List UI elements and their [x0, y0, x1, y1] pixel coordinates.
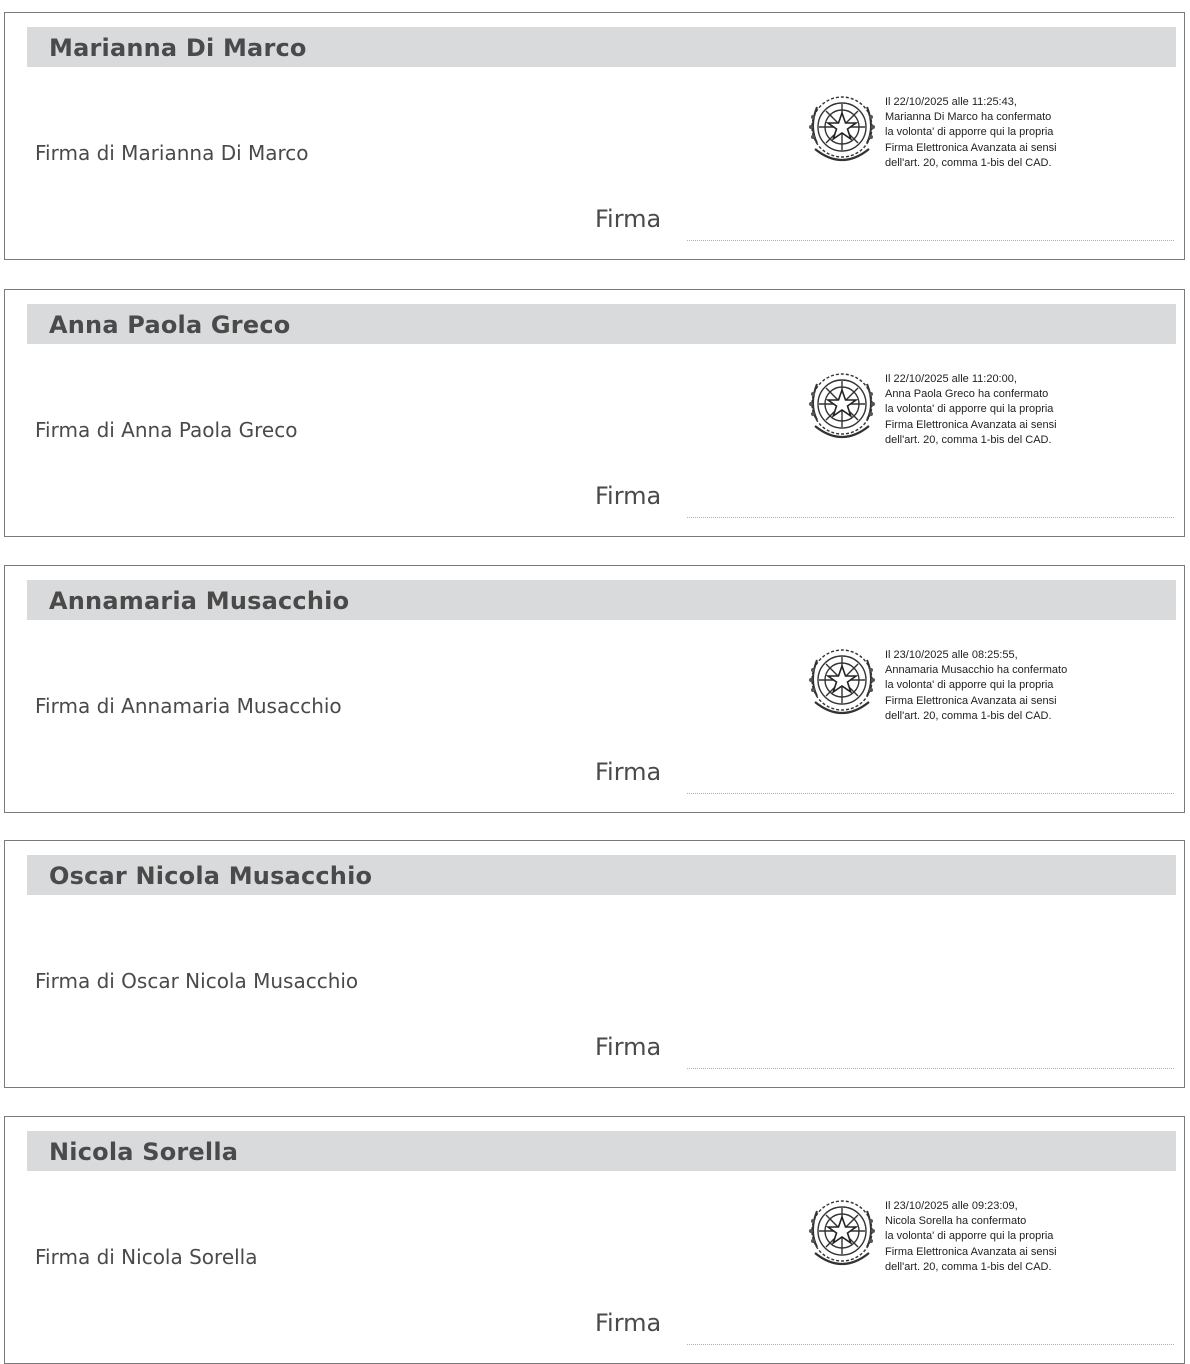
signature-text-line: Il 23/10/2025 alle 09:23:09,: [885, 1200, 1018, 1212]
firma-label: Firma: [595, 482, 662, 510]
signer-header: [27, 304, 1176, 344]
signature-text-line: Nicola Sorella ha confermato: [885, 1215, 1027, 1228]
italian-republic-emblem-icon: [805, 1191, 879, 1277]
signature-line[interactable]: [687, 1344, 1174, 1345]
signature-text-line: Anna Paola Greco ha confermato: [885, 388, 1049, 401]
signer-name: Annamaria Musacchio: [49, 587, 350, 615]
signer-header: [27, 1131, 1176, 1171]
signature-text-line: Il 23/10/2025 alle 08:25:55,: [885, 649, 1018, 661]
firma-label: Firma: [595, 205, 662, 233]
signature-card: [4, 565, 1185, 813]
signature-text-line: Il 22/10/2025 alle 11:25:43,: [885, 96, 1017, 108]
signature-line[interactable]: [687, 240, 1174, 241]
signature-text-line: Marianna Di Marco ha confermato: [885, 111, 1052, 124]
signature-text-line: Il 22/10/2025 alle 11:20:00,: [885, 373, 1017, 385]
signature-text-line: Firma Elettronica Avanzata ai sensi: [885, 694, 1057, 707]
signature-line[interactable]: [687, 1068, 1174, 1069]
signature-text-line: Annamaria Musacchio ha confermato: [885, 664, 1068, 677]
signer-name: Nicola Sorella: [49, 1138, 239, 1166]
firma-label: Firma: [595, 758, 662, 786]
signature-card: [4, 289, 1185, 537]
signer-header: [27, 855, 1176, 895]
signature-line[interactable]: [687, 793, 1174, 794]
signature-text-line: dell'art. 20, comma 1-bis del CAD.: [885, 1260, 1052, 1273]
signature-text-line: la volonta' di apporre qui la propria: [885, 679, 1054, 692]
signer-name: Marianna Di Marco: [49, 34, 307, 62]
signature-timestamp-text: [885, 372, 1115, 448]
firma-di-label: Firma di Marianna Di Marco: [35, 141, 309, 165]
signature-timestamp-text: [885, 95, 1115, 171]
italian-republic-emblem-icon: [805, 640, 879, 726]
signature-text-line: Firma Elettronica Avanzata ai sensi: [885, 141, 1057, 154]
italian-republic-emblem-icon: [805, 364, 879, 450]
signature-card: [4, 12, 1185, 260]
firma-label: Firma: [595, 1033, 662, 1061]
signature-text-line: Firma Elettronica Avanzata ai sensi: [885, 418, 1057, 431]
italian-republic-emblem-icon: [805, 87, 879, 173]
signature-text-line: dell'art. 20, comma 1-bis del CAD.: [885, 433, 1052, 446]
signature-line[interactable]: [687, 517, 1174, 518]
signature-text-line: la volonta' di apporre qui la propria: [885, 403, 1054, 416]
signature-timestamp-text: [885, 648, 1115, 724]
firma-label: Firma: [595, 1309, 662, 1337]
signature-text-line: la volonta' di apporre qui la propria: [885, 126, 1054, 139]
signature-card: [4, 840, 1185, 1088]
signature-card: [4, 1116, 1185, 1364]
signer-header: [27, 27, 1176, 67]
signature-text-line: dell'art. 20, comma 1-bis del CAD.: [885, 709, 1052, 722]
signature-timestamp-text: [885, 1199, 1115, 1275]
firma-di-label: Firma di Annamaria Musacchio: [35, 694, 342, 718]
firma-di-label: Firma di Oscar Nicola Musacchio: [35, 969, 359, 993]
signer-name: Oscar Nicola Musacchio: [49, 862, 373, 890]
signature-text-line: Firma Elettronica Avanzata ai sensi: [885, 1245, 1057, 1258]
signer-name: Anna Paola Greco: [49, 311, 291, 339]
signature-text-line: la volonta' di apporre qui la propria: [885, 1230, 1054, 1243]
firma-di-label: Firma di Anna Paola Greco: [35, 418, 298, 442]
firma-di-label: Firma di Nicola Sorella: [35, 1245, 258, 1269]
signature-text-line: dell'art. 20, comma 1-bis del CAD.: [885, 156, 1052, 169]
signer-header: [27, 580, 1176, 620]
